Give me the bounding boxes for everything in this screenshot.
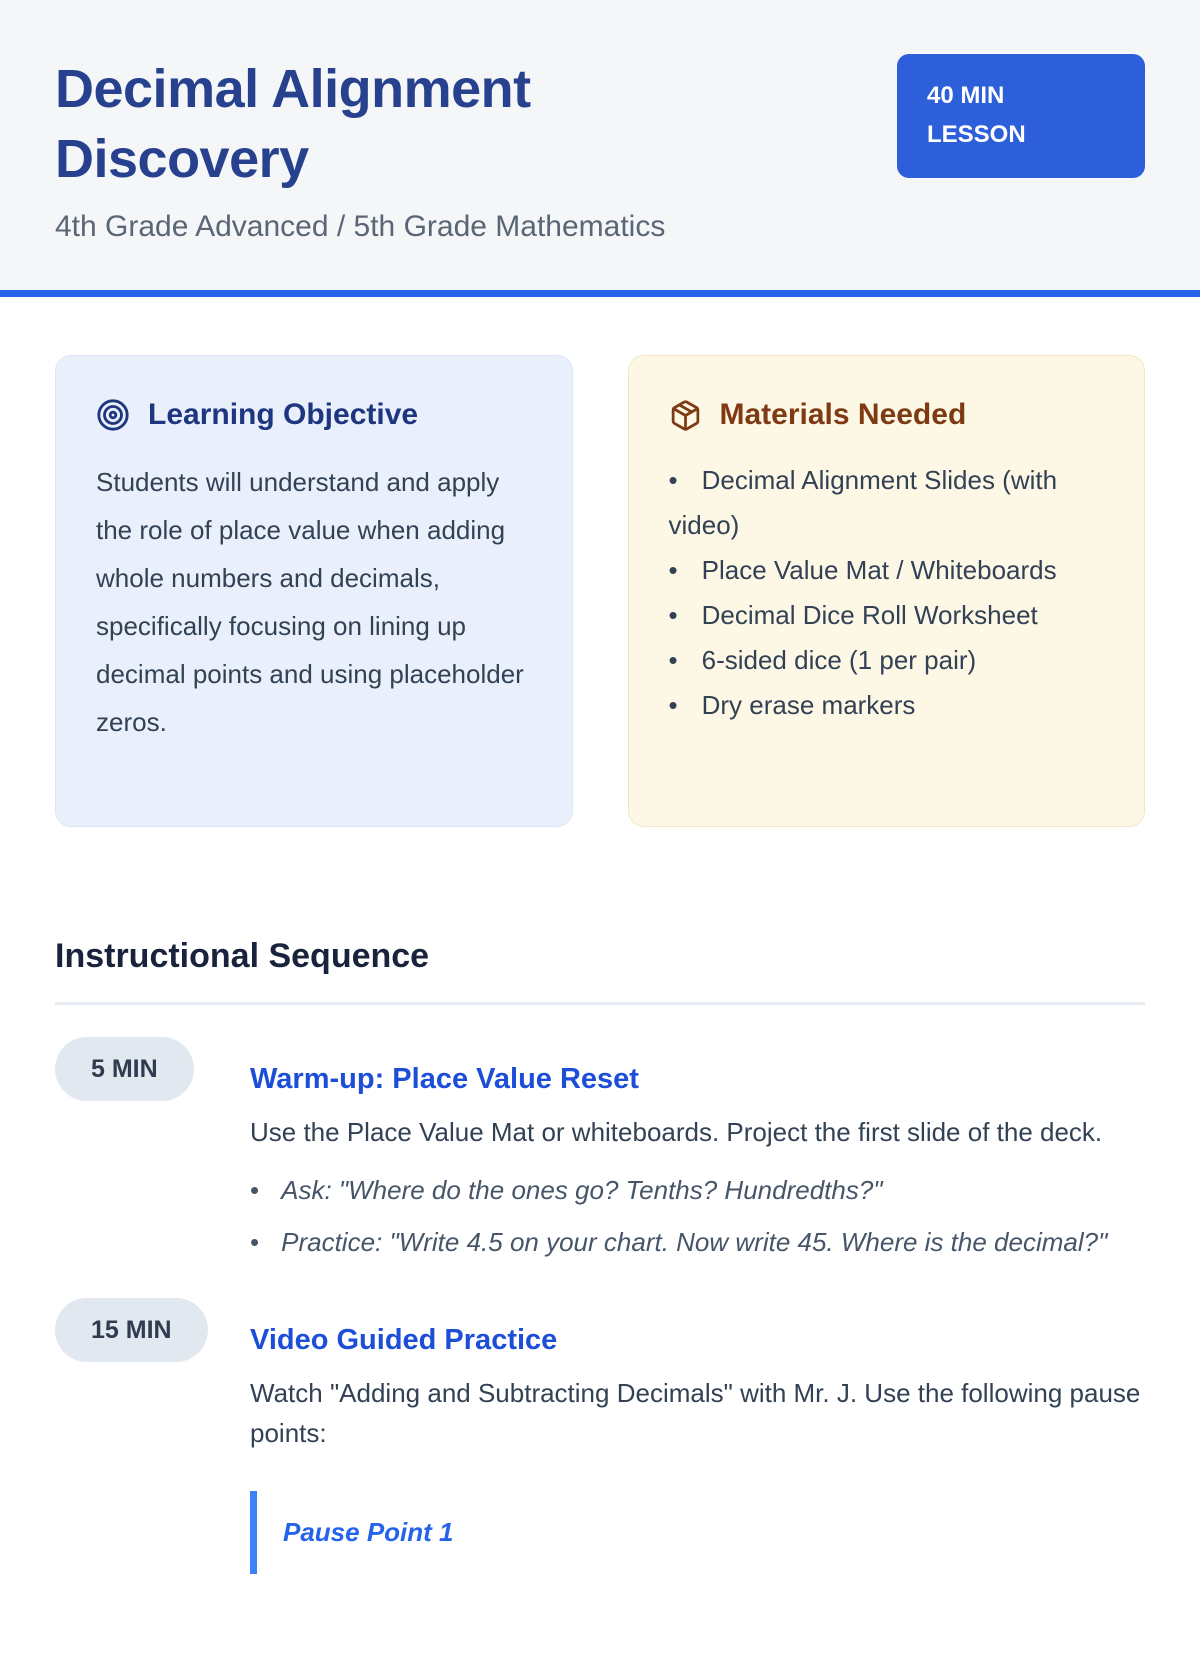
pause-points-quote bbox=[250, 1491, 1145, 1574]
instructional-steps bbox=[55, 1057, 1145, 1574]
objective-card-body: Students will understand and apply the role of place value when adding whole numbers and decimals, specifically focusing on lining up decimal points and using placeholder zeros. bbox=[96, 467, 524, 738]
step-bullet-list bbox=[250, 1168, 1145, 1264]
step-title: Video Guided Practice bbox=[250, 1324, 558, 1357]
step-warmup bbox=[55, 1057, 1145, 1272]
materials-list-item: • Decimal Alignment Slides (with video) bbox=[669, 458, 1105, 548]
objective-card-title: Learning Objective bbox=[148, 398, 419, 432]
materials-card-title: Materials Needed bbox=[719, 398, 967, 432]
info-cards bbox=[55, 355, 1145, 827]
materials-card bbox=[628, 355, 1146, 827]
step-bullet-item: • Ask: "Where do the ones go? Tenths? Hundredths?" bbox=[250, 1168, 1145, 1212]
page-header bbox=[0, 0, 1200, 297]
lesson-body bbox=[0, 297, 1200, 1660]
step-description: Watch "Adding and Subtracting Decimals" with Mr. J. Use the following pause points: bbox=[250, 1378, 1141, 1449]
page-subtitle: 4th Grade Advanced / 5th Grade Mathematics bbox=[55, 210, 666, 244]
page-title: Decimal Alignment Discovery bbox=[55, 59, 531, 190]
step-content bbox=[250, 1318, 1145, 1574]
materials-list-item: • Dry erase markers bbox=[669, 683, 1105, 728]
step-content bbox=[250, 1057, 1145, 1272]
section-divider bbox=[55, 1002, 1145, 1005]
materials-card-header bbox=[669, 398, 1105, 432]
step-bullet-item: • Practice: "Write 4.5 on your chart. Now write 45. Where is the decimal?" bbox=[250, 1220, 1145, 1264]
step-title: Warm-up: Place Value Reset bbox=[250, 1063, 639, 1096]
step-duration-cell bbox=[55, 1318, 250, 1343]
pause-quote-text: Pause Point 1 bbox=[283, 1517, 454, 1548]
duration-pill: 5 MIN bbox=[55, 1037, 194, 1101]
materials-list bbox=[669, 458, 1105, 728]
duration-badge bbox=[897, 54, 1145, 178]
header-text-block bbox=[55, 54, 715, 244]
badge-line-1: 40 MIN bbox=[927, 82, 1005, 109]
target-icon bbox=[96, 398, 130, 432]
learning-objective-card bbox=[55, 355, 573, 827]
sequence-heading: Instructional Sequence bbox=[55, 937, 430, 976]
objective-card-header bbox=[96, 398, 532, 432]
materials-list-item: • 6-sided dice (1 per pair) bbox=[669, 638, 1105, 683]
materials-list-item: • Place Value Mat / Whiteboards bbox=[669, 548, 1105, 593]
step-duration-cell bbox=[55, 1057, 250, 1082]
step-description: Use the Place Value Mat or whiteboards. Project the first slide of the deck. bbox=[250, 1117, 1103, 1148]
duration-pill: 15 MIN bbox=[55, 1298, 208, 1362]
package-icon bbox=[669, 399, 702, 432]
step-video-practice bbox=[55, 1318, 1145, 1574]
badge-line-2: LESSON bbox=[927, 120, 1026, 148]
materials-list-item: • Decimal Dice Roll Worksheet bbox=[669, 593, 1105, 638]
